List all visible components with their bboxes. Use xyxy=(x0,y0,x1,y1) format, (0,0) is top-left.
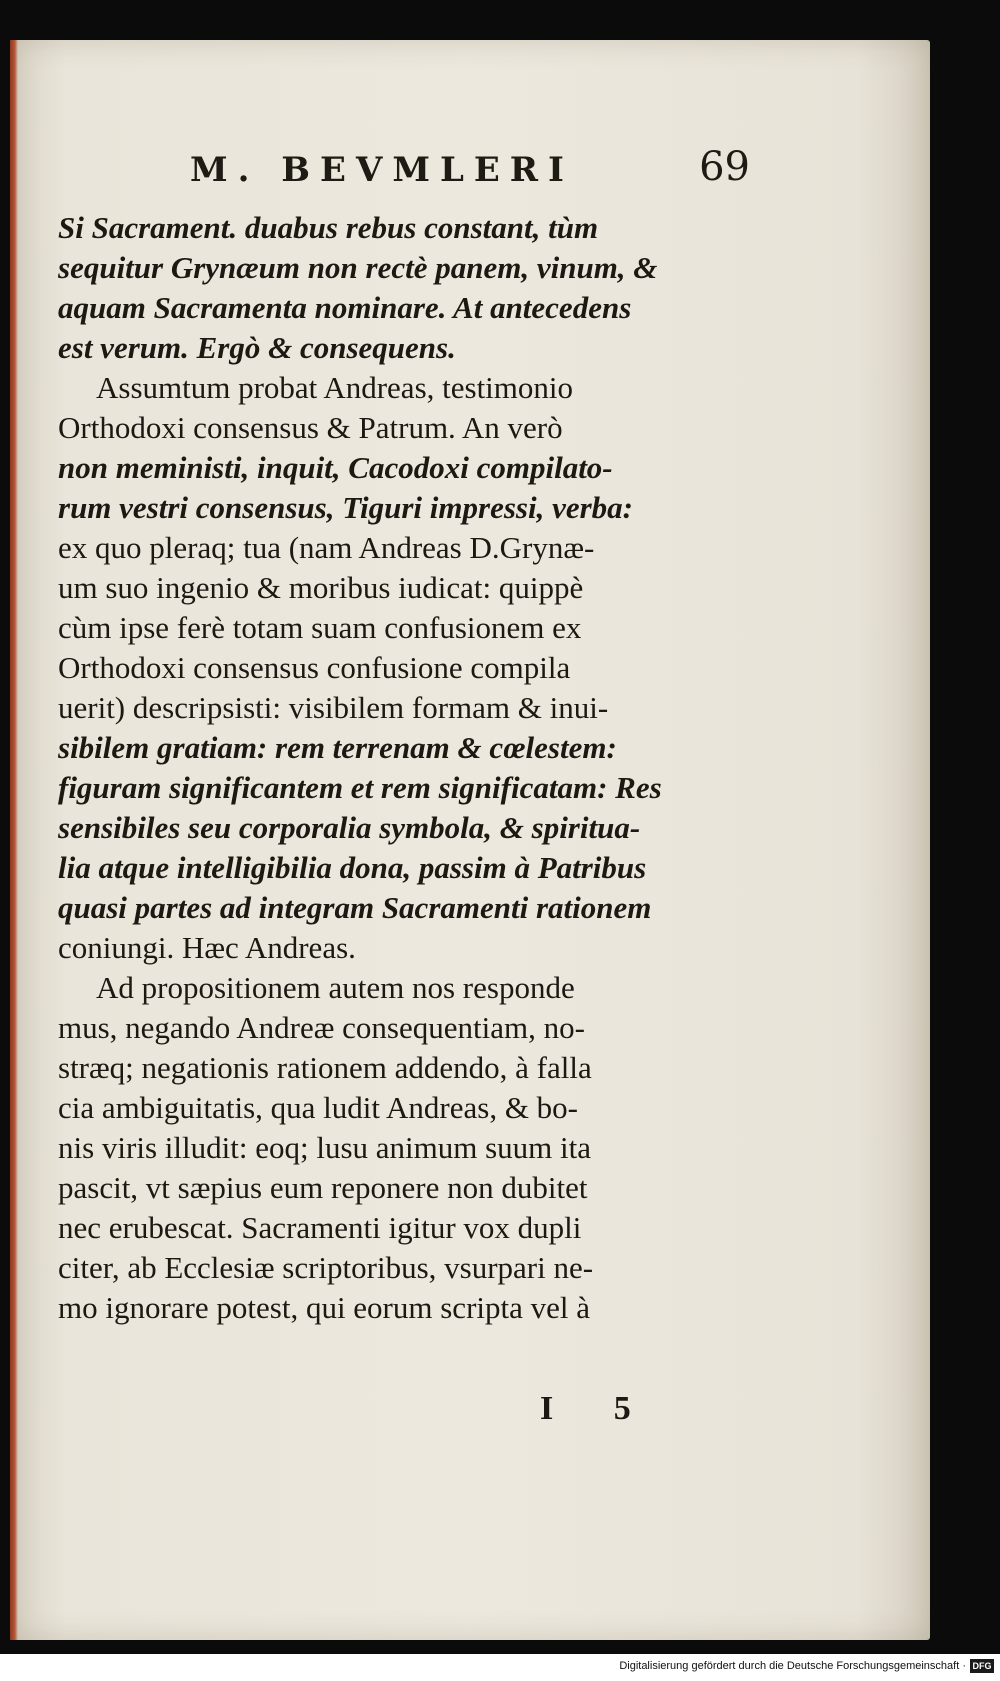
text-line: Orthodoxi consensus confusione compila xyxy=(58,650,571,685)
text-line: nec erubescat. Sacramenti igitur vox dupli xyxy=(58,1210,582,1245)
text-line: aquam Sacramenta nominare. At antecedens xyxy=(58,290,632,325)
text-line: quasi partes ad integram Sacramenti rationem xyxy=(58,890,652,925)
text-line: sensibiles seu corporalia symbola, & spiritua- xyxy=(58,810,641,845)
page-number: 69 xyxy=(699,144,750,190)
text-line: est verum. Ergò & consequens. xyxy=(58,330,456,365)
text-line: nis viris illudit: eoq; lusu animum suum ita xyxy=(58,1130,592,1165)
text-line: cùm ipse ferè totam suam confusionem ex xyxy=(58,610,582,645)
running-head-title: M. BEVMLERI xyxy=(190,150,574,190)
text-line: mo ignorare potest, qui eorum scripta vel à xyxy=(58,1290,591,1325)
text-line: figuram significantem et rem significatam: Res xyxy=(58,770,662,805)
text-line: Assumtum probat Andreas, testimonio xyxy=(96,370,574,405)
text-line: Ad propositionem autem nos responde xyxy=(96,970,575,1005)
text-line: Orthodoxi consensus & Patrum. An verò xyxy=(58,410,563,445)
text-line: sibilem gratiam: rem terrenam & cœlestem: xyxy=(58,730,617,765)
text-line: sequitur Grynæum non rectè panem, vinum, & xyxy=(58,250,658,285)
dfg-logo-icon: DFG xyxy=(970,1659,994,1673)
running-head xyxy=(60,144,750,200)
text-line: citer, ab Ecclesiæ scriptoribus, vsurpari ne- xyxy=(58,1250,594,1285)
text-line: uerit) descripsisti: visibilem formam & inui- xyxy=(58,690,609,725)
signature-mark: I 5 xyxy=(540,1390,657,1427)
footer-credit: Digitalisierung gefördert durch die Deutsche Forschungsgemeinschaft · xyxy=(619,1660,966,1672)
text-line: pascit, vt sæpius eum reponere non dubitet xyxy=(58,1170,588,1205)
text-line: cia ambiguitatis, qua ludit Andreas, & bo- xyxy=(58,1090,579,1125)
text-line: Si Sacrament. duabus rebus constant, tùm xyxy=(58,210,599,245)
page-edge-binding xyxy=(10,40,18,1640)
text-line: rum vestri consensus, Tiguri impressi, verba: xyxy=(58,490,633,525)
text-line: stræq; negationis rationem addendo, à falla xyxy=(58,1050,592,1085)
body-text xyxy=(58,208,748,1328)
digitization-footer xyxy=(0,1654,1000,1681)
text-line: ex quo pleraq; tua (nam Andreas D.Grynæ- xyxy=(58,530,595,565)
text-line: lia atque intelligibilia dona, passim à Patribus xyxy=(58,850,647,885)
text-line: um suo ingenio & moribus iudicat: quippè xyxy=(58,570,584,605)
text-line: non meministi, inquit, Cacodoxi compilato- xyxy=(58,450,613,485)
text-line: mus, negando Andreæ consequentiam, no- xyxy=(58,1010,585,1045)
text-line: coniungi. Hæc Andreas. xyxy=(58,930,356,965)
